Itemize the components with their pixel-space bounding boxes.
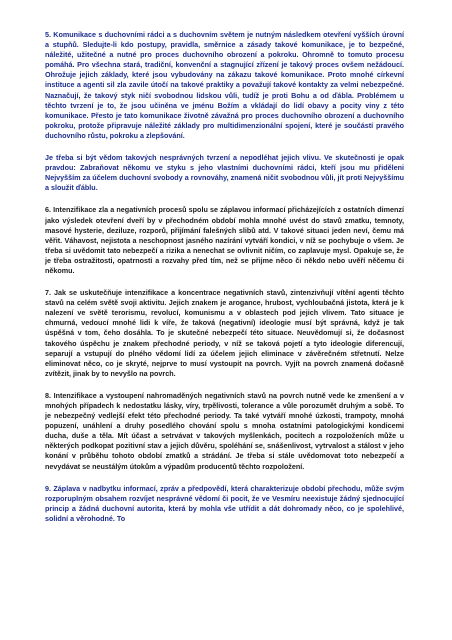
- paragraph-9: 9. Záplava v nadbytku informací, zpráv a předpovědí, která charakterizuje období přechodu, může svým rozporuplným obsahem rozvíjet nesprávné vědomí či pocit, že ve Vesmíru neexistuje žádný sjednocující princip a žádná duchovní autorita, která by mohla vše utřídit a dát dohromady něco, co je spolehlivé, solidní a věrohodné. To: [45, 483, 404, 523]
- paragraph-5: 5. Komunikace s duchovními rádci a s duchovním světem je nutným následkem otevření vyšších úrovní a stupňů. Sledujte-li kdo postupy, pravidla, směrnice a zásady takové komunikace, je to bezpečné, náležité, užitečné a nutné pro proces duchovního obrození a pokroku. Ohromně to tomuto procesu pomáhá. Pro všechna stará, tradiční, konvenční a stagnující zřízení je takový proces ovšem nežádoucí. Ohrožuje jejich základy, které jsou vybudovány na zákazu takové komunikace. Proto mnohé církevní instituce a agenti sil zla zavile útočí na takové praktiky a považují takové kontakty za velmi nebezpečné. Naznačují, že takový styk ničí svobodnou lidskou vůli, tudíž je proti Bohu a od ďábla. Problémem u těchto tvrzení je to, že jsou učiněna ve jménu Božím a vkládají do lidí obavy a pocity viny z této komunikace. Přesto je tato komunikace životně závažná pro proces duchovního obrození a duchovního pokroku, protože připravuje náležité základy pro multidimenzionální spojení, které je součástí pravého duchovního růstu, pokroku a zlepšování.: [45, 30, 404, 140]
- paragraph-8: 8. Intenzifikace a vystoupení nahromaděných negativních stavů na povrch nutně vede ke zmenšení a v mnohých případech k nedostatku lásky, víry, trpělivosti, tolerance a vůle porozumět druhým a sobě. To je nebezpečný vedlejší efekt této přechodné periody. Ta také vytváří mnohé úzkosti, trampoty, mnohá popuzení, unáhlení a druhy posedlého chování spolu s mnoha ostatními patologickými kondicemi ducha, duše a těla. Mít účast a setrvávat v takových myšlenkách, pocitech a rozpoloženích může u některých podkopat pozitivní stav a jejich důvěru, spoléhání se, snášenlivost, vytrvalost a stálost v jeho konání v průběhu tohoto období zmatků a strádání. Je třeba si stále uvědomovat toto nebezpečí a nevydávat se neustálým útokům a výpadům producentů těchto rozpoložení.: [45, 390, 404, 471]
- paragraph-7: 7. Jak se uskutečňuje intenzifikace a koncentrace negativních stavů, zintenzivňují vítění agenti těchto stavů na celém světě svoji aktivitu. Jejich znakem je arogance, hrubost, vychloubačná jistota, která je k nalezení ve světě terorismu, revolucí, komunismu a v oblastech pod jejich vlivem. Tato situace je chmurná, vedoucí mnohé lidi k víře, že taková (negativní) ideologie musí být správná, když je tak úspěšná v tom, čeho dosáhla. To je skutečné nebezpečí této situace. Neuvědomují si, že dočasnost takového úspěchu je znakem přechodné periody, v níž se taková pojetí a tyto ideologie diferencují, separují a vstupují do plného vědomí lidí za účelem jejich eliminace v závěrečném střetnutí. Nelze eliminovat něco, co je skryté, nejprve to musí vystoupit na povrch. Vyjít na povrch znamená dočasně zvítězit, jinak by to nevyšlo na povrch.: [45, 288, 404, 378]
- paragraph-5-continued: Je třeba si být vědom takových nesprávných tvrzení a nepodléhat jejich vlivu. Ve skutečnosti je opak pravdou: Zabraňovat někomu ve styku s jeho vlastními duchovními rádci, kteří jsou mu přiděleni Nejvyšším za účelem duchovní svobody a rovnováhy, znamená ničit svobodnou vůli, jít proti Nejvyššímu a sloužit ďáblu.: [45, 153, 404, 193]
- paragraph-6: 6. Intenzifikace zla a negativních procesů spolu se záplavou informací přicházejících z ostatních dimenzí jako výsledek otevření dveří by v přechodném období mohla mnohé uvést do stavů zmatku, temnoty, masové hysterie, deziluze, rozporů, přijímání falešných slibů atd. V takové situaci jeden neví, čemu má věřit. Váhavost, nejistota a neschopnost jasného nazírání vytváří kondici, v níž se pochybuje o všem. Je třeba si uvědomit tato nebezpečí a rizika a nenechat se ovlivnit ničím, co zaplavuje mysl. Opakuje se, že je třeba ostražitosti, opatrnosti a rozvahy před tím, než se přijme něco či někdo nebo uvěří něčemu či někomu.: [45, 205, 404, 275]
